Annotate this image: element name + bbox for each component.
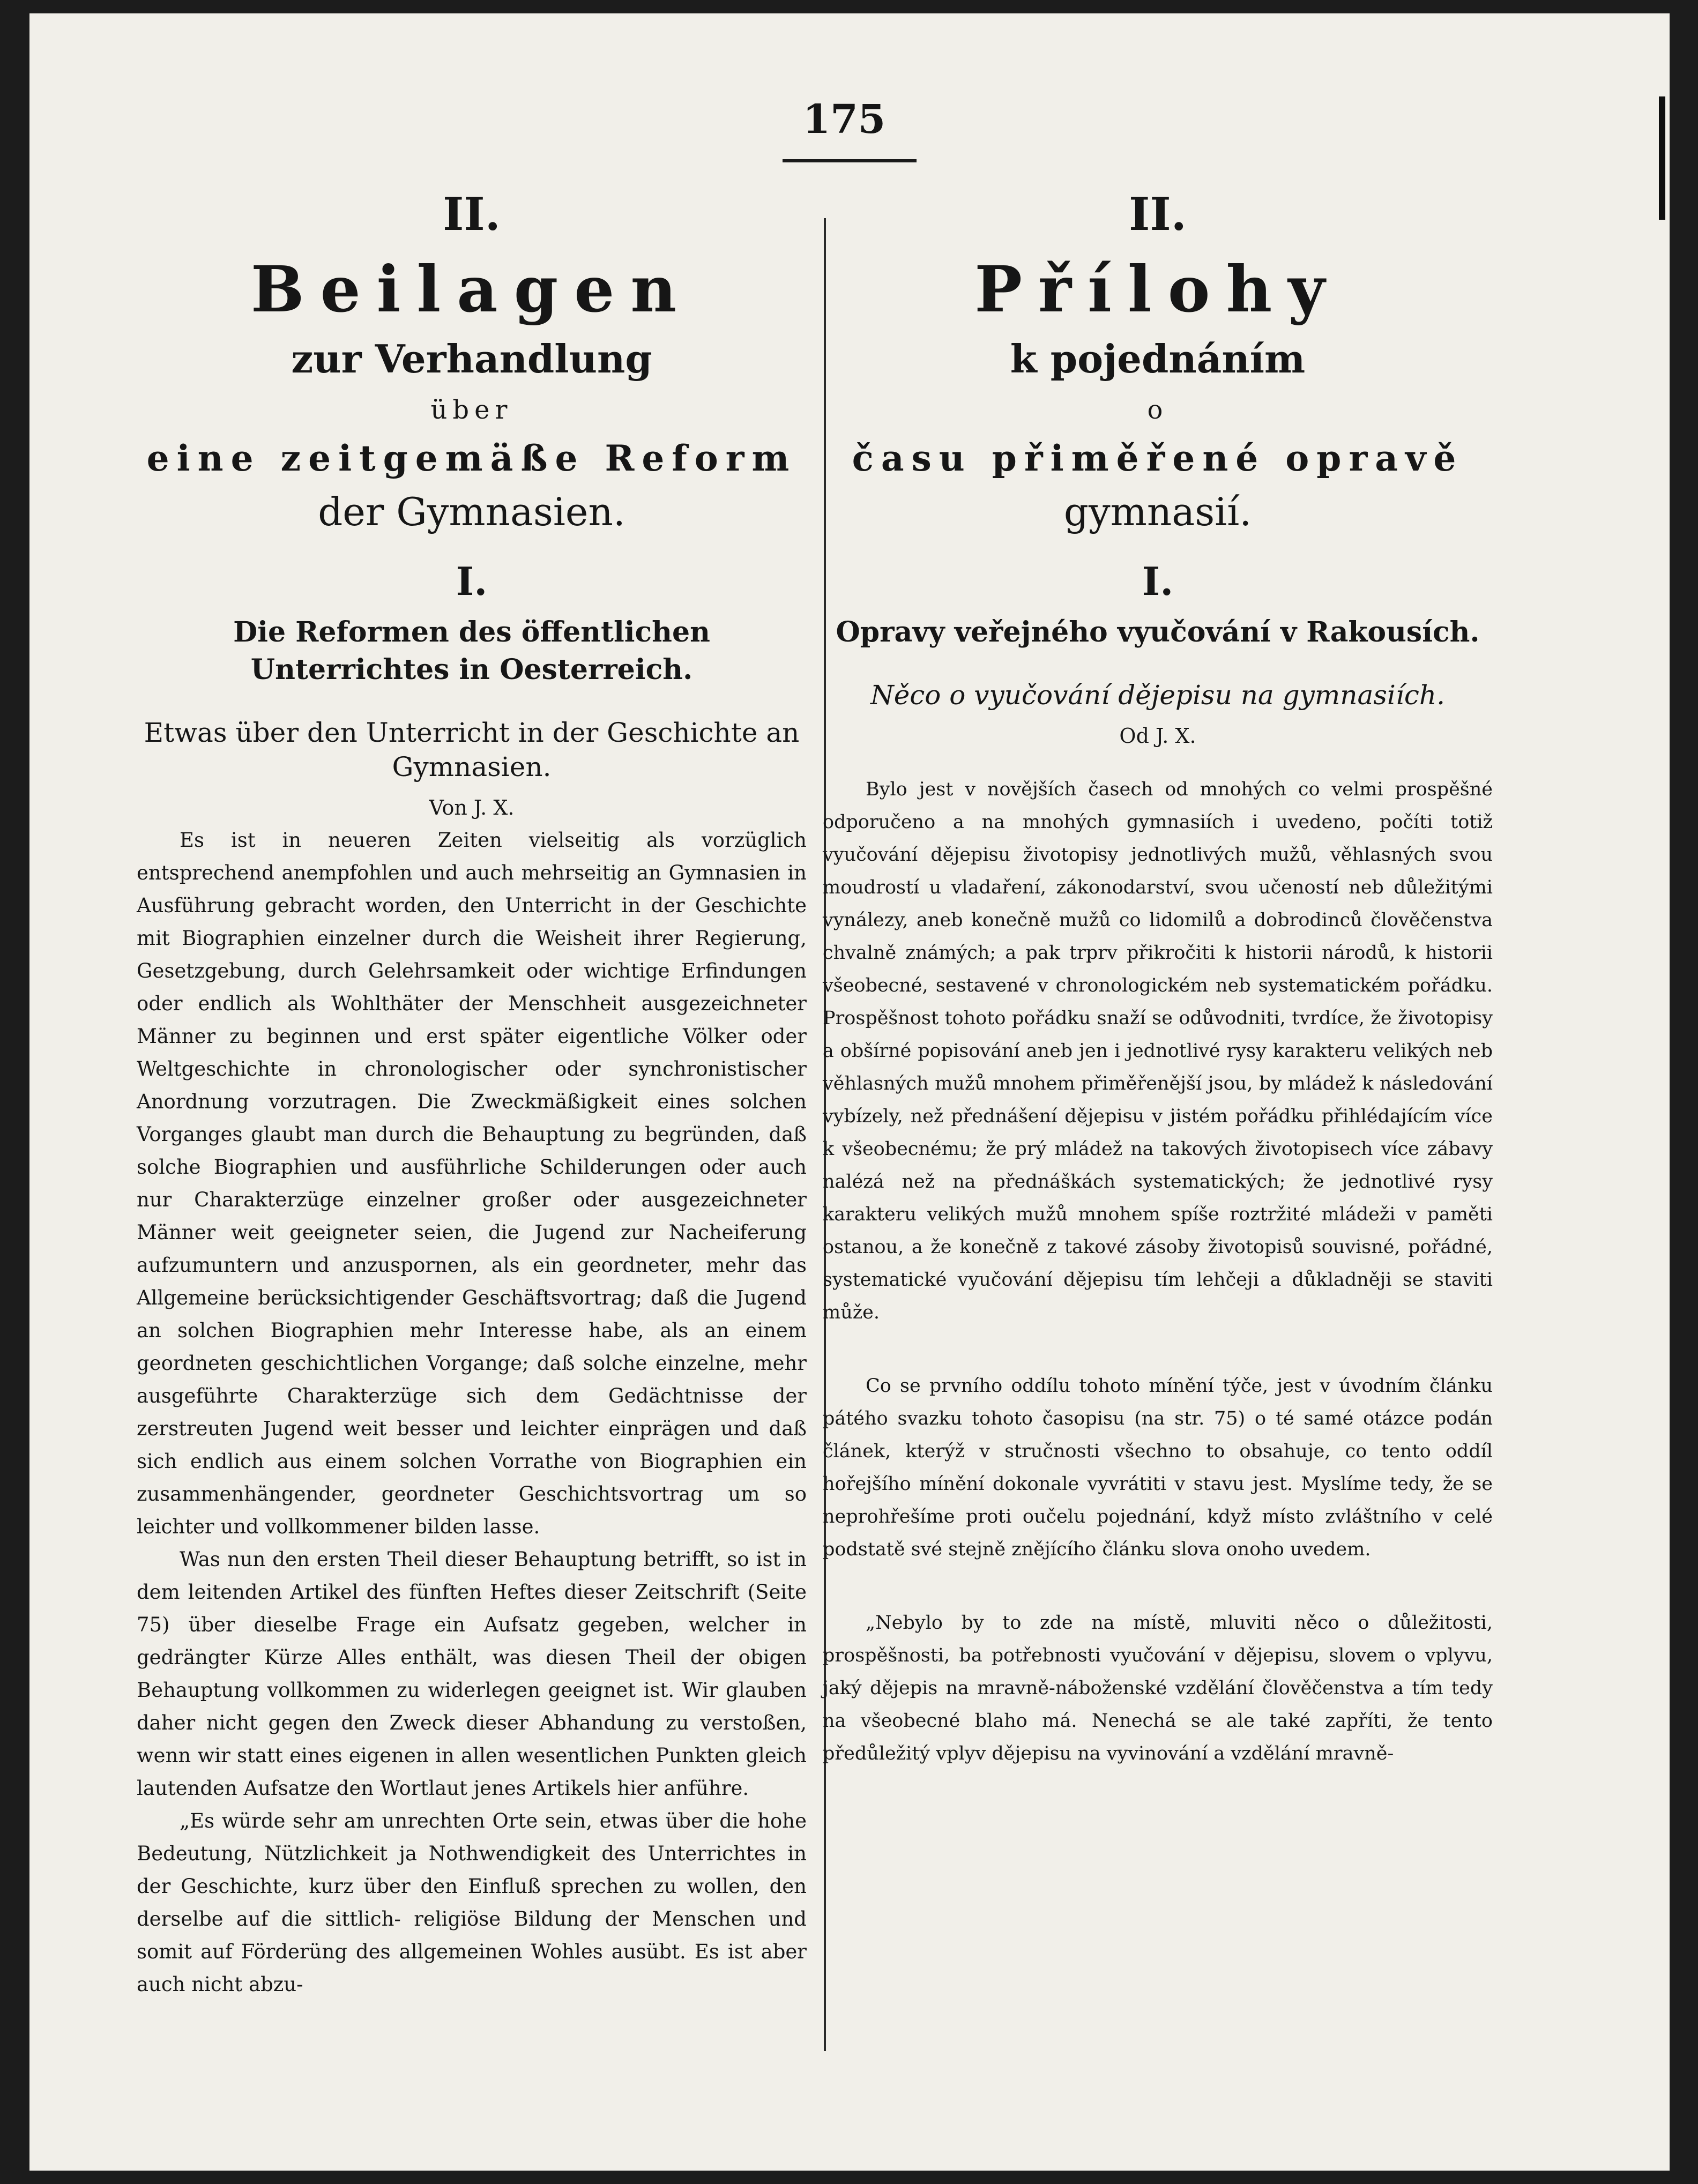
document-page	[29, 13, 1670, 2171]
czech-section-title: Opravy veřejného vyučování v Rakousích.	[836, 616, 1480, 649]
german-subtitle-small: über	[430, 395, 513, 425]
german-subtitle-1: zur Verhandlung	[291, 336, 652, 382]
czech-article-title: Něco o vyučování dějepisu na gymnasiích.	[870, 680, 1446, 711]
czech-column	[823, 174, 1493, 1770]
czech-section-number: I.	[1142, 558, 1174, 604]
page-number: 175	[802, 96, 886, 143]
german-column	[137, 174, 807, 2001]
german-article-title: Etwas über den Unterricht in der Geschichte an Gymnasien.	[144, 717, 800, 782]
german-roman-heading: II.	[443, 188, 501, 241]
german-subtitle-3: der Gymnasien.	[318, 489, 625, 534]
german-byline: Von J. X.	[429, 796, 515, 819]
czech-paragraph-1: Bylo jest v novějších časech od mnohých co velmi prospěšné odporučeno a na mnohých gymnasiích i uvedeno, počíti totiž vyučování dějepisu životopisy jednotlivých mužů, věhlasných svou moudrostí u vladaření, zákonodarství, svou učeností neb důležitými vynálezy, aneb konečně mužů co lidomilů a dobrodinců člověčenstva chvalně známých; a pak trprv přikročiti k historii národů, k historii všeobecné, sestavené v chronologickém neb systematickém pořádku. Prospěšnost tohoto pořádku snaží se odůvodniti, tvrdíce, že životopisy a obšírné popisování aneb jen i jednotlivé rysy karakteru velikých neb věhlasných mužů mnohem přiměřenější jsou, by mládež k následování vybízely, než přednášení dějepisu v jistém pořádku přihlédajícím více k všeobecnému; že prý mládež na takových životopisech více zábavy nalézá než na přednáškách systematických; že jednotlivé rysy karakteru velikých mužů mnohem spíše roztržité mládeži v paměti ostanou, a že konečně z takové zásoby životopisů souvisné, pořádné, systematické vyučování dějepisu tím lehčeji a důkladněji se staviti může.	[823, 779, 1493, 1323]
czech-subtitle-2: času přiměřené opravě	[852, 437, 1464, 479]
german-paragraph-1: Es ist in neueren Zeiten vielseitig als vorzüglich entsprechend anempfohlen und auch mehrseitig an Gymnasien in Ausführung gebracht worden, den Unterricht in der Geschichte mit Biographien einzelner durch die Weisheit ihrer Regierung, Gesetzgebung, durch Gelehrsamkeit oder wichtige Erfindungen oder endlich als Wohlthäter der Menschheit ausgezeichneter Männer zu beginnen und erst später eigentliche Völker oder Weltgeschichte in chronologischer oder synchronistischer Anordnung vorzutragen. Die Zweckmäßigkeit eines solchen Vorganges glaubt man durch die Behauptung zu begründen, daß solche Biographien und ausführliche Schilderungen oder auch nur Charakterzüge einzelner großer oder ausgezeichneter Männer weit geeigneter seien, die Jugend zur Nacheiferung aufzumuntern und anzuspornen, als ein geordneter, mehr das Allgemeine berücksichtigender Geschäftsvortrag; daß die Jugend an solchen Biographien mehr Interesse habe, als an einem geordneten geschichtlichen Vorgange; daß solche einzelne, mehr ausgeführte Charakterzüge sich dem Gedächtnisse der zerstreuten Jugend weit besser und leichter einprägen und daß sich endlich aus einem solchen Vorrathe von Biographien ein zusammenhängender, geordneter Geschichtsvortrag um so leichter und vollkommener bilden lasse.	[137, 829, 807, 1538]
czech-spacer-2	[823, 1329, 1493, 1370]
czech-paragraph-2: Co se prvního oddílu tohoto mínění týče, jest v úvodním článku pátého svazku tohoto časopisu (na str. 75) o té samé otázce podán článek, kterýž v stručnosti všechno to obsahuje, co tento oddíl hořejšího mínění dokonale vyvrátiti v stavu jest. Myslíme tedy, že se neprohřešíme proti oučelu pojednání, když místo zvláštního v celé podstatě své stejně znějícího článku slova onoho uvedem.	[823, 1375, 1493, 1560]
german-subtitle-2: eine zeitgemäße Reform	[146, 437, 797, 479]
german-title: Beilagen	[250, 252, 693, 326]
czech-paragraph-3: „Nebylo by to zde na místě, mluviti něco o důležitosti, prospěšnosti, ba potřebnosti vyučování v dějepisu, slovem o vplyvu, jaký dějepis na mravně-náboženské vzdělání člověčenstva a tím tedy na všeobecné blaho má. Nenechá se ale také zapříti, že tento předůležitý vplyv dějepisu na vyvinování a vzdělání mravně-	[823, 1612, 1493, 1764]
page-number-rule	[783, 159, 917, 162]
czech-byline: Od J. X.	[1119, 724, 1196, 748]
czech-subtitle-small: o	[1147, 395, 1168, 425]
german-section-title: Die Reformen des öffentlichen Unterrichtes in Oesterreich.	[233, 616, 710, 686]
german-section-number: I.	[456, 558, 488, 604]
czech-spacer-3	[823, 1566, 1493, 1607]
czech-subtitle-1: k pojednáním	[1010, 336, 1306, 382]
czech-title: Přílohy	[974, 252, 1341, 326]
german-paragraph-2: Was nun den ersten Theil dieser Behauptung betrifft, so ist in dem leitenden Artikel des fünften Heftes dieser Zeitschrift (Seite 75) über dieselbe Frage ein Aufsatz gegeben, welcher in gedrängter Kürze Alles enthält, was diesen Theil der obigen Behauptung vollkommen zu widerlegen geeignet ist. Wir glauben daher nicht gegen den Zweck dieser Abhandung zu verstoßen, wenn wir statt eines eigenen in allen wesentlichen Punkten gleich lautenden Aufsatze den Wortlaut jenes Artikels hier anführe.	[137, 1548, 807, 1800]
edge-mark	[1659, 96, 1665, 220]
czech-roman-heading: II.	[1129, 188, 1187, 241]
czech-spacer-1	[823, 752, 1493, 773]
german-paragraph-3: „Es würde sehr am unrechten Orte sein, etwas über die hohe Bedeutung, Nützlichkeit ja Nothwendigkeit des Unterrichtes in der Geschichte, kurz über den Einfluß sprechen zu wollen, den derselbe auf die sittlich- religiöse Bildung der Menschen und somit auf Förderüng des allgemeinen Wohles ausübt. Es ist aber auch nicht abzu-	[137, 1809, 807, 1996]
czech-subtitle-3: gymnasií.	[1063, 489, 1252, 534]
